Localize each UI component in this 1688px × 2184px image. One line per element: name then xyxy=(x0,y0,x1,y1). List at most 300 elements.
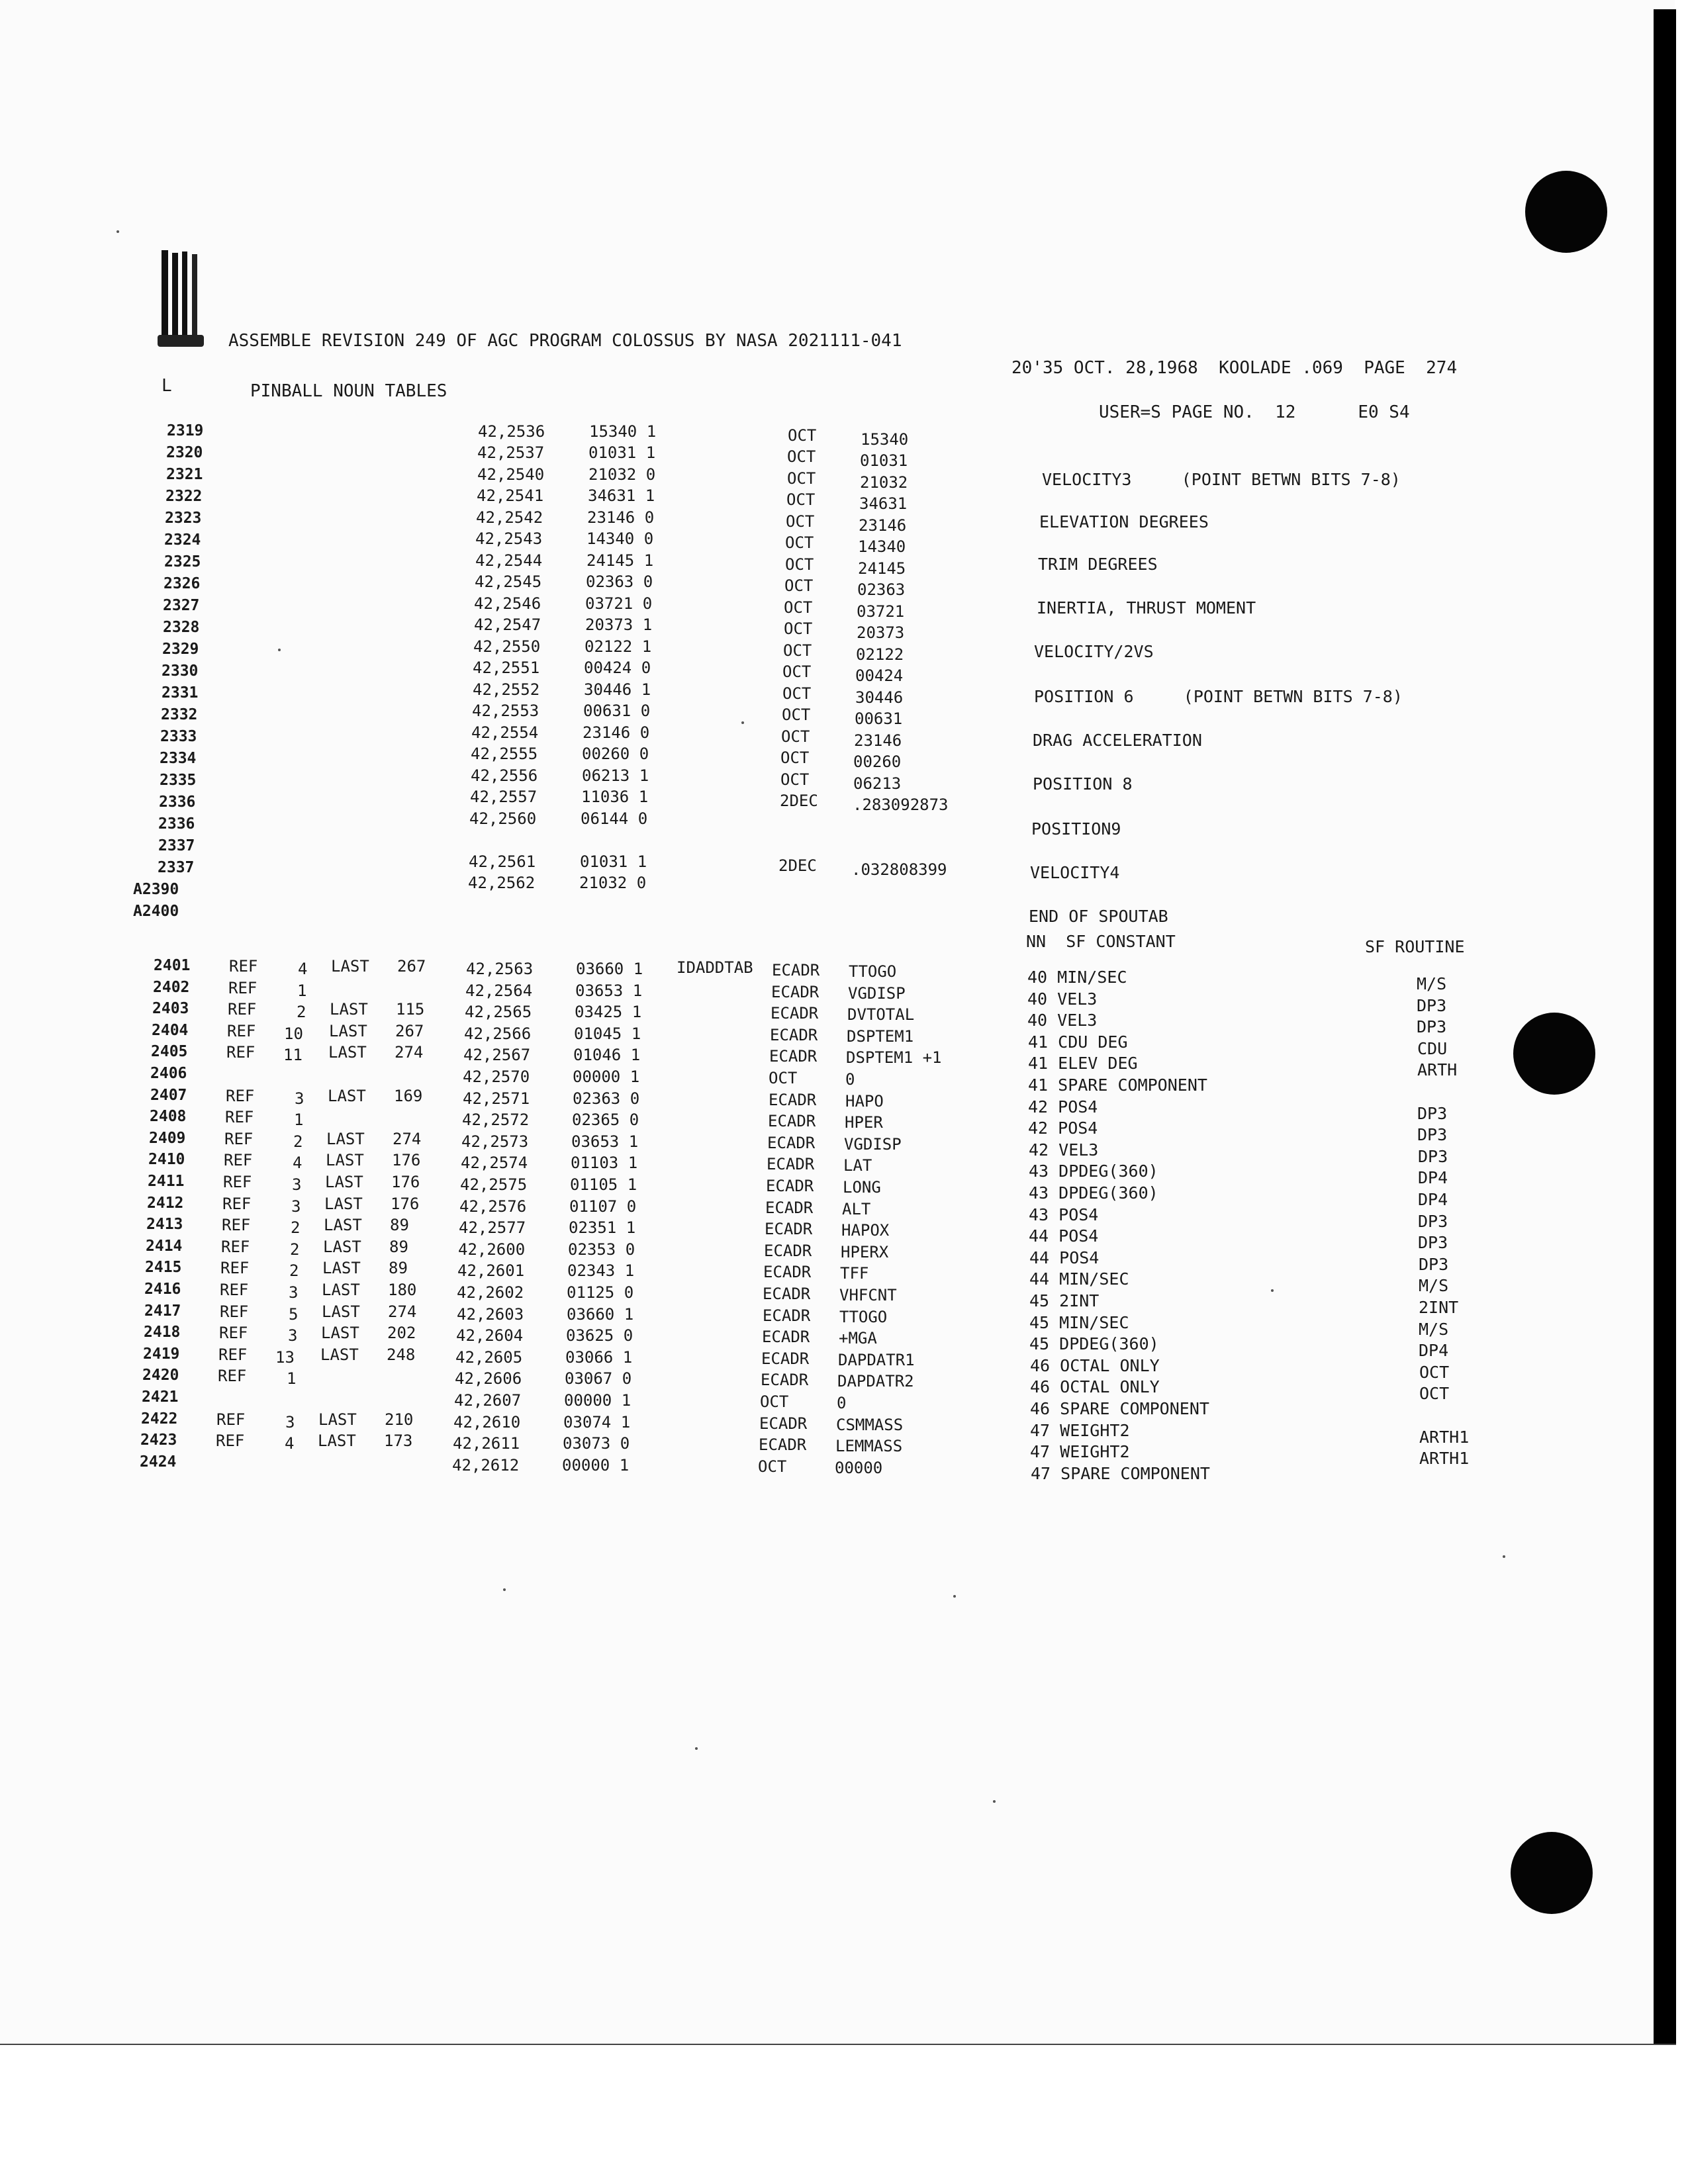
operand: 02363 xyxy=(857,580,906,599)
opcode: OCT xyxy=(769,1069,798,1087)
last-page: 89 xyxy=(389,1237,408,1256)
address: 42,2601 xyxy=(457,1261,525,1281)
sf-constant: 46 OCTAL ONLY xyxy=(1030,1355,1160,1375)
last-page: 115 xyxy=(396,1000,425,1019)
operand: VGDISP xyxy=(844,1134,902,1154)
last-page: 210 xyxy=(385,1410,414,1429)
ref-count: 4 xyxy=(293,1154,303,1173)
operand: 00000 xyxy=(835,1458,883,1477)
octal-word: 02365 0 xyxy=(572,1111,639,1130)
ref-count: 13 xyxy=(275,1347,295,1367)
octal-word: 03625 0 xyxy=(566,1326,633,1345)
sf-constant: 43 POS4 xyxy=(1029,1205,1099,1224)
operand: LAT xyxy=(843,1156,872,1175)
sf-routine: DP4 xyxy=(1419,1341,1449,1361)
sf-constant: 44 MIN/SEC xyxy=(1029,1269,1129,1289)
last-keyword: LAST xyxy=(326,1151,364,1170)
operand: VGDISP xyxy=(848,983,906,1003)
address: 42,2562 xyxy=(468,874,536,892)
octal-word: 21032 0 xyxy=(579,874,647,892)
operand: HAPOX xyxy=(841,1221,890,1240)
opcode: OCT xyxy=(760,1392,789,1411)
operand: 02122 xyxy=(856,645,904,664)
last-page: 267 xyxy=(397,957,426,976)
opcode: ECADR xyxy=(759,1414,808,1433)
last-keyword: LAST xyxy=(322,1281,360,1299)
ref-count: 2 xyxy=(290,1240,300,1259)
operand: 01031 xyxy=(860,451,908,470)
line-number: 2422 xyxy=(141,1410,178,1428)
address: 42,2571 xyxy=(463,1089,530,1108)
opcode: ECADR xyxy=(769,1047,818,1066)
sf-routine: CDU xyxy=(1417,1038,1448,1058)
operand: .032808399 xyxy=(851,860,947,879)
last-keyword: LAST xyxy=(329,1021,367,1040)
sf-constant: 41 SPARE COMPONENT xyxy=(1028,1075,1207,1095)
ref-keyword: REF xyxy=(226,1043,256,1062)
line-number: 2403 xyxy=(152,1000,189,1018)
ref-keyword: REF xyxy=(224,1151,253,1170)
address: 42,2572 xyxy=(462,1111,530,1130)
address: 42,2550 xyxy=(473,637,541,656)
sf-constant: 47 WEIGHT2 xyxy=(1030,1420,1130,1440)
sf-constant: 43 DPDEG(360) xyxy=(1029,1161,1158,1181)
address: 42,2610 xyxy=(453,1412,521,1432)
operand: 21032 xyxy=(860,473,908,492)
octal-word: 00424 0 xyxy=(584,659,651,677)
ref-count: 4 xyxy=(298,960,308,978)
opcode: ECADR xyxy=(771,1004,819,1023)
line-number: 2415 xyxy=(145,1259,182,1277)
opcode: ECADR xyxy=(763,1263,812,1282)
line-number: 2328 xyxy=(163,619,200,636)
sf-routine: DP3 xyxy=(1417,1017,1447,1037)
address: 42,2573 xyxy=(461,1132,529,1151)
operand: ALT xyxy=(842,1199,871,1218)
address: 42,2551 xyxy=(473,659,540,677)
line-number: 2325 xyxy=(164,553,201,570)
line-number: 2324 xyxy=(164,531,201,549)
sf-constant: 46 SPARE COMPONENT xyxy=(1030,1399,1209,1418)
sf-routine: DP4 xyxy=(1418,1168,1448,1188)
operand: 00424 xyxy=(855,666,904,685)
ref-count: 2 xyxy=(293,1132,303,1151)
octal-word: 20373 1 xyxy=(585,615,653,634)
operand: 0 xyxy=(845,1070,855,1089)
sf-routine: DP3 xyxy=(1417,1125,1448,1145)
last-keyword: LAST xyxy=(331,957,369,976)
line-number: 2414 xyxy=(146,1237,183,1255)
address: 42,2567 xyxy=(463,1046,531,1065)
sf-routine: ARTH1 xyxy=(1419,1449,1470,1469)
line-number: 2401 xyxy=(154,957,191,974)
ref-count: 2 xyxy=(289,1261,299,1281)
address: 42,2576 xyxy=(459,1197,527,1216)
octal-word: 03653 1 xyxy=(571,1132,639,1151)
line-number: 2417 xyxy=(144,1302,181,1320)
last-keyword: LAST xyxy=(324,1216,362,1235)
comment-text: VELOCITY4 xyxy=(1030,863,1120,882)
line-number: 2322 xyxy=(165,488,203,505)
opcode: ECADR xyxy=(769,1090,817,1109)
sf-routine: 2INT xyxy=(1419,1298,1459,1317)
octal-word: 15340 1 xyxy=(589,422,657,441)
ref-count: 1 xyxy=(287,1369,297,1388)
octal-word: 01105 1 xyxy=(570,1175,637,1194)
last-page: 176 xyxy=(391,1173,420,1191)
sf-constant: 44 POS4 xyxy=(1029,1248,1100,1267)
last-page: 89 xyxy=(389,1259,408,1278)
line-number: 2323 xyxy=(165,510,202,527)
line-number: 2332 xyxy=(161,706,198,723)
sf-constant: 40 VEL3 xyxy=(1027,1011,1098,1030)
octal-word: 02363 0 xyxy=(573,1089,640,1108)
line-number: 2336 xyxy=(159,794,196,811)
comment-text: VELOCITY3 (POINT BETWN BITS 7-8) xyxy=(1042,470,1401,489)
comment-text: POSITION9 xyxy=(1031,819,1121,839)
operand: 0 xyxy=(837,1394,847,1412)
octal-word: 02363 0 xyxy=(586,572,653,591)
operand: TTOGO xyxy=(849,962,897,981)
sf-routine: DP3 xyxy=(1418,1211,1448,1231)
operand: 03721 xyxy=(857,602,905,621)
octal-word: 11036 1 xyxy=(581,788,649,806)
punch-hole-icon xyxy=(1513,1013,1595,1095)
sf-constant: 41 ELEV DEG xyxy=(1028,1054,1138,1073)
ref-count: 5 xyxy=(289,1304,299,1324)
ref-count: 3 xyxy=(291,1197,301,1216)
opcode: OCT xyxy=(780,749,810,767)
line-number: 2326 xyxy=(164,575,201,592)
sf-routine: M/S xyxy=(1419,1319,1449,1339)
last-keyword: LAST xyxy=(321,1324,359,1343)
octal-word: 02122 1 xyxy=(585,637,652,656)
comment-text: POSITION 8 xyxy=(1033,774,1133,794)
sf-routine: DP3 xyxy=(1417,1103,1448,1123)
octal-word: 02353 0 xyxy=(568,1240,635,1259)
address: 42,2604 xyxy=(456,1326,524,1345)
address: 42,2563 xyxy=(466,960,534,978)
address: 42,2606 xyxy=(455,1369,522,1388)
ref-keyword: REF xyxy=(219,1324,248,1343)
line-number: 2406 xyxy=(150,1065,187,1082)
last-keyword: LAST xyxy=(324,1194,363,1213)
ref-keyword: REF xyxy=(216,1432,245,1451)
operand: DVTOTAL xyxy=(847,1005,915,1024)
line-number: A2390 xyxy=(133,881,179,898)
line-number: 2424 xyxy=(140,1453,177,1471)
opcode: ECADR xyxy=(765,1220,813,1239)
address: 42,2540 xyxy=(477,465,545,484)
octal-word: 01107 0 xyxy=(569,1197,637,1216)
line-number: 2411 xyxy=(148,1173,185,1190)
sf-routine: OCT xyxy=(1419,1362,1450,1382)
operand: DAPDATR1 xyxy=(838,1350,915,1369)
last-keyword: LAST xyxy=(320,1345,359,1364)
line-number: 2334 xyxy=(160,750,197,767)
address: 42,2546 xyxy=(474,594,541,613)
line-number: 2408 xyxy=(150,1108,187,1126)
line-number: 2331 xyxy=(162,684,199,702)
octal-word: 06213 1 xyxy=(582,766,649,785)
scanner-edge xyxy=(1654,9,1676,2045)
line-number: 2333 xyxy=(160,728,197,745)
sf-routine: ARTH1 xyxy=(1419,1427,1470,1447)
header-timestamp: 20'35 OCT. 28,1968 KOOLADE .069 PAGE 274 xyxy=(1011,358,1458,378)
last-page: 169 xyxy=(394,1086,423,1105)
octal-word: 21032 0 xyxy=(588,465,656,484)
sf-constant: 47 SPARE COMPONENT xyxy=(1031,1463,1210,1483)
line-number: 2405 xyxy=(151,1043,188,1061)
ref-keyword: REF xyxy=(218,1367,247,1386)
line-number: 2407 xyxy=(150,1086,187,1104)
operand: HAPO xyxy=(845,1091,884,1111)
ref-keyword: REF xyxy=(229,957,258,976)
comment-text: TRIM DEGREES xyxy=(1038,555,1158,574)
last-page: 202 xyxy=(387,1324,416,1343)
ref-count: 3 xyxy=(295,1089,305,1108)
operand: .283092873 xyxy=(853,796,949,814)
address: 42,2561 xyxy=(469,852,536,871)
ref-keyword: REF xyxy=(228,1000,257,1019)
octal-word: 24145 1 xyxy=(586,551,654,570)
last-keyword: LAST xyxy=(322,1259,361,1278)
opcode: ECADR xyxy=(762,1328,810,1347)
address: 42,2553 xyxy=(472,702,539,720)
sf-routine: OCT xyxy=(1419,1384,1450,1404)
ref-keyword: REF xyxy=(216,1410,246,1429)
sf-constant: 42 POS4 xyxy=(1028,1118,1098,1138)
opcode: OCT xyxy=(786,512,815,531)
sf-constant: 43 DPDEG(360) xyxy=(1029,1183,1158,1203)
ref-keyword: REF xyxy=(224,1129,254,1148)
line-number: 2418 xyxy=(144,1324,181,1342)
sf-constant: 47 WEIGHT2 xyxy=(1030,1442,1130,1462)
operand: DSPTEM1 xyxy=(847,1026,914,1046)
comment-text: ELEVATION DEGREES xyxy=(1039,512,1209,531)
operand: 23146 xyxy=(859,516,907,535)
opcode: ECADR xyxy=(764,1241,812,1260)
address: 42,2607 xyxy=(454,1391,522,1410)
section-title: PINBALL NOUN TABLES xyxy=(250,381,447,401)
opcode: OCT xyxy=(782,705,811,724)
operand: DAPDATR2 xyxy=(837,1372,914,1391)
last-keyword: LAST xyxy=(326,1129,365,1148)
opcode: OCT xyxy=(782,662,812,681)
operand: +MGA xyxy=(839,1329,877,1348)
address: 42,2554 xyxy=(471,723,539,742)
sf-column-header: NN SF CONSTANT xyxy=(1026,932,1176,951)
last-keyword: LAST xyxy=(325,1173,363,1191)
users-page-number: USER=S PAGE NO. 12 E0 S4 xyxy=(1099,402,1410,422)
octal-word: 03066 1 xyxy=(565,1347,633,1367)
address: 42,2552 xyxy=(473,680,540,699)
last-keyword: LAST xyxy=(323,1237,361,1256)
line-number: 2336 xyxy=(158,815,195,833)
address: 42,2612 xyxy=(452,1455,520,1475)
opcode: ECADR xyxy=(770,1025,818,1044)
opcode: OCT xyxy=(785,555,814,574)
address: 42,2542 xyxy=(476,508,543,527)
ref-count: 1 xyxy=(294,1111,304,1130)
last-keyword: LAST xyxy=(328,1043,367,1062)
ref-count: 3 xyxy=(292,1175,302,1194)
address: 42,2577 xyxy=(459,1218,526,1238)
octal-word: 34631 1 xyxy=(588,486,655,505)
address: 42,2541 xyxy=(477,486,544,505)
octal-word: 00631 0 xyxy=(583,702,651,720)
last-page: 248 xyxy=(387,1345,416,1364)
line-number: 2404 xyxy=(152,1021,189,1039)
opcode: ECADR xyxy=(771,982,820,1001)
operand: 00631 xyxy=(855,709,903,728)
octal-word: 03660 1 xyxy=(567,1304,634,1324)
last-page: 176 xyxy=(391,1194,420,1213)
address: 42,2565 xyxy=(465,1003,532,1022)
opcode: ECADR xyxy=(763,1285,811,1303)
address: 42,2605 xyxy=(455,1347,523,1367)
ref-count: 1 xyxy=(297,981,307,1000)
address: 42,2566 xyxy=(464,1024,532,1043)
octal-word: 03073 0 xyxy=(563,1434,630,1453)
opcode: ECADR xyxy=(767,1155,815,1174)
sf-constant: 46 OCTAL ONLY xyxy=(1030,1377,1160,1397)
line-number: A2400 xyxy=(133,903,179,920)
comment-text: VELOCITY/2VS xyxy=(1034,642,1154,661)
opcode: ECADR xyxy=(768,1112,816,1131)
octal-word: 03660 1 xyxy=(576,960,643,978)
line-number: 2423 xyxy=(140,1432,177,1449)
operand: VHFCNT xyxy=(839,1286,897,1304)
sf-constant: 42 VEL3 xyxy=(1029,1140,1099,1160)
comment-text: DRAG ACCELERATION xyxy=(1033,731,1202,750)
octal-word: 02343 1 xyxy=(567,1261,635,1281)
octal-word: 06144 0 xyxy=(581,809,648,828)
operand: HPERX xyxy=(841,1242,889,1261)
sf-constant: 45 DPDEG(360) xyxy=(1029,1334,1159,1354)
line-number: 2420 xyxy=(142,1367,179,1385)
opcode: ECADR xyxy=(765,1198,814,1217)
line-number: 2416 xyxy=(144,1281,181,1298)
address: 42,2544 xyxy=(475,551,543,570)
opcode: OCT xyxy=(783,641,812,660)
address: 42,2600 xyxy=(458,1240,526,1259)
opcode: OCT xyxy=(784,576,814,595)
line-number: 2410 xyxy=(148,1151,185,1169)
scanner-bottom-edge xyxy=(0,2044,1676,2045)
address: 42,2575 xyxy=(460,1175,528,1194)
opcode: 2DEC xyxy=(780,792,818,810)
ref-count: 4 xyxy=(285,1434,295,1453)
last-page: 267 xyxy=(395,1021,424,1040)
line-number: 2412 xyxy=(147,1194,184,1212)
operand: LONG xyxy=(843,1178,881,1197)
last-page: 89 xyxy=(390,1216,409,1235)
operand: 14340 xyxy=(858,537,906,556)
line-number: 2409 xyxy=(149,1129,186,1147)
last-page: 176 xyxy=(392,1151,421,1170)
last-page: 274 xyxy=(393,1129,422,1148)
comment-text: POSITION 6 (POINT BETWN BITS 7-8) xyxy=(1034,687,1403,706)
octal-word: 00260 0 xyxy=(582,745,649,763)
operand: TFF xyxy=(840,1264,869,1283)
ref-count: 3 xyxy=(285,1412,295,1432)
line-number: 2329 xyxy=(162,641,199,658)
comment-text: END OF SPOUTAB xyxy=(1029,907,1168,926)
operand: 06213 xyxy=(853,774,902,793)
opcode: OCT xyxy=(784,598,813,617)
last-keyword: LAST xyxy=(318,1410,357,1429)
opcode: OCT xyxy=(788,426,817,445)
opcode: ECADR xyxy=(761,1349,810,1368)
octal-word: 03074 1 xyxy=(563,1412,631,1432)
ref-count: 3 xyxy=(289,1283,299,1302)
line-number: 2337 xyxy=(158,859,195,876)
last-keyword: LAST xyxy=(318,1432,356,1451)
sf-constant: 40 MIN/SEC xyxy=(1027,968,1127,987)
sf-routine: M/S xyxy=(1419,1276,1449,1296)
punch-hole-icon xyxy=(1525,171,1607,253)
octal-word: 01045 1 xyxy=(574,1024,641,1043)
last-page: 173 xyxy=(384,1432,413,1451)
address: 42,2537 xyxy=(477,443,545,462)
ref-count: 10 xyxy=(284,1024,303,1043)
opcode: ECADR xyxy=(766,1177,814,1195)
comment-text: INERTIA, THRUST MOMENT xyxy=(1037,598,1256,617)
line-number: 2327 xyxy=(163,597,200,614)
line-number: 2319 xyxy=(167,422,204,439)
octal-word: 14340 0 xyxy=(586,529,654,548)
opcode: OCT xyxy=(780,770,810,789)
sf-routine: DP3 xyxy=(1418,1233,1448,1253)
sf-routine: DP3 xyxy=(1418,1146,1448,1166)
sf-constant: 45 2INT xyxy=(1029,1291,1100,1310)
operand: 23146 xyxy=(854,731,902,750)
line-number: 2330 xyxy=(162,662,199,680)
ref-keyword: REF xyxy=(222,1194,252,1213)
sf-constant: 42 POS4 xyxy=(1028,1097,1098,1116)
opcode: OCT xyxy=(781,727,810,746)
ref-count: 3 xyxy=(288,1326,298,1345)
punch-hole-icon xyxy=(1511,1832,1593,1914)
address: 42,2556 xyxy=(471,766,538,785)
operand: 24145 xyxy=(858,559,906,578)
opcode: ECADR xyxy=(767,1133,816,1152)
octal-word: 01031 1 xyxy=(580,852,647,871)
octal-word: 03067 0 xyxy=(565,1369,632,1388)
opcode: OCT xyxy=(758,1457,787,1476)
ref-keyword: REF xyxy=(228,978,258,997)
ref-keyword: REF xyxy=(220,1302,249,1321)
ref-count: 11 xyxy=(283,1046,303,1065)
last-keyword: LAST xyxy=(330,1000,368,1019)
line-number: 2413 xyxy=(146,1216,183,1234)
last-page: 274 xyxy=(388,1302,417,1321)
line-number: 2402 xyxy=(153,978,190,996)
ref-keyword: REF xyxy=(225,1108,254,1127)
octal-word: 00000 1 xyxy=(562,1455,630,1475)
sf-constant: 45 MIN/SEC xyxy=(1029,1312,1129,1332)
address: 42,2555 xyxy=(471,745,538,763)
last-page: 180 xyxy=(388,1281,417,1299)
sf-routine: ARTH xyxy=(1417,1060,1458,1080)
ref-count: 2 xyxy=(297,1003,306,1022)
last-keyword: LAST xyxy=(328,1086,366,1105)
octal-word: 01125 0 xyxy=(567,1283,634,1302)
operand: 15340 xyxy=(861,430,909,449)
octal-word: 00000 1 xyxy=(573,1068,640,1086)
opcode: OCT xyxy=(787,447,816,466)
